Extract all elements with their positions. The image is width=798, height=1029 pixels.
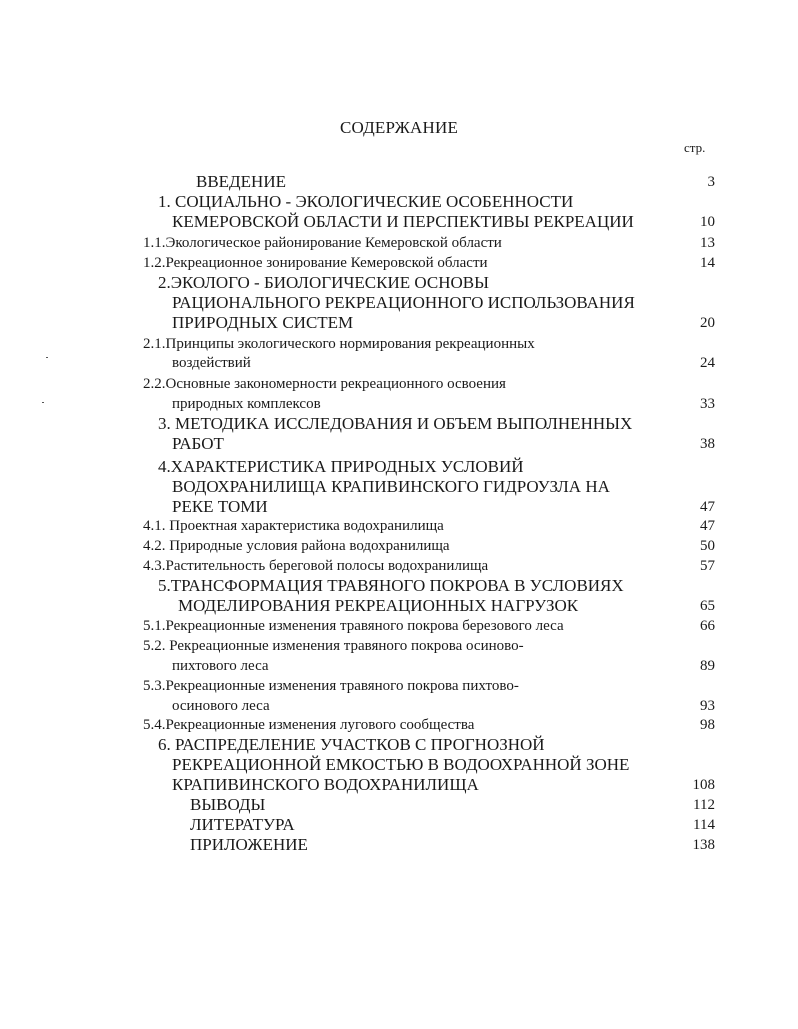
toc-entry-intro: ВВЕДЕНИЕ (196, 172, 286, 191)
toc-entry-chapter-5-cont: МОДЕЛИРОВАНИЯ РЕКРЕАЦИОННЫХ НАГРУЗОК (178, 596, 579, 615)
toc-entry-2-2: 2.2.Основные закономерности рекреационного освоения (143, 376, 506, 392)
toc-entry-chapter-6-cont: КРАПИВИНСКОГО ВОДОХРАНИЛИЩА (172, 775, 479, 794)
toc-page-number: 47 (700, 499, 715, 515)
toc-page-number: 93 (700, 698, 715, 714)
toc-entry-chapter-1: 1. СОЦИАЛЬНО - ЭКОЛОГИЧЕСКИЕ ОСОБЕННОСТИ (158, 192, 574, 211)
toc-page-number: 66 (700, 618, 715, 634)
toc-page-number: 10 (700, 214, 715, 230)
toc-page-number: 114 (693, 817, 715, 833)
toc-page-number: 3 (707, 174, 715, 190)
toc-page-number: 33 (700, 396, 715, 412)
toc-page-number: 112 (693, 797, 715, 813)
page-title: СОДЕРЖАНИЕ (339, 118, 459, 137)
toc-entry-chapter-2-cont: РАЦИОНАЛЬНОГО РЕКРЕАЦИОННОГО ИСПОЛЬЗОВАНИЯ (172, 293, 635, 312)
toc-page-number: 89 (700, 658, 715, 674)
toc-entry-5-2: 5.2. Рекреационные изменения травяного покрова осиново- (143, 638, 524, 654)
toc-entry-chapter-2-cont: ПРИРОДНЫХ СИСТЕМ (172, 313, 354, 332)
toc-page-number: 65 (700, 598, 715, 614)
toc-entry-chapter-4: 4.ХАРАКТЕРИСТИКА ПРИРОДНЫХ УСЛОВИЙ (158, 457, 524, 476)
toc-page-number: 20 (700, 315, 715, 331)
toc-page-number: 138 (692, 837, 715, 853)
toc-entry-1-2: 1.2.Рекреационное зонирование Кемеровской области (143, 255, 488, 271)
toc-entry-5-3-cont: осинового леса (172, 698, 270, 714)
toc-entry-chapter-3: 3. МЕТОДИКА ИССЛЕДОВАНИЯ И ОБЪЕМ ВЫПОЛНЕННЫХ (158, 414, 633, 433)
toc-entry-conclusions: ВЫВОДЫ (190, 795, 266, 814)
scan-speck (42, 402, 44, 403)
toc-page-number: 38 (700, 436, 715, 452)
toc-entry-chapter-5: 5.ТРАНСФОРМАЦИЯ ТРАВЯНОГО ПОКРОВА В УСЛОВИЯХ (158, 576, 624, 595)
toc-entry-chapter-1-cont: КЕМЕРОВСКОЙ ОБЛАСТИ И ПЕРСПЕКТИВЫ РЕКРЕАЦИИ (172, 212, 634, 231)
toc-entry-chapter-6: 6. РАСПРЕДЕЛЕНИЕ УЧАСТКОВ С ПРОГНОЗНОЙ (158, 735, 545, 754)
toc-page-number: 13 (700, 235, 715, 251)
toc-entry-1-1: 1.1.Экологическое районирование Кемеровской области (143, 235, 502, 251)
toc-page-number: 57 (700, 558, 715, 574)
toc-entry-literature: ЛИТЕРАТУРА (190, 815, 295, 834)
toc-entry-2-1-cont: воздействий (172, 355, 251, 371)
toc-entry-chapter-2: 2.ЭКОЛОГО - БИОЛОГИЧЕСКИЕ ОСНОВЫ (158, 273, 489, 292)
toc-entry-2-2-cont: природных комплексов (172, 396, 321, 412)
toc-entry-2-1: 2.1.Принципы экологического нормирования рекреационных (143, 336, 535, 352)
toc-page-number: 50 (700, 538, 715, 554)
toc-entry-5-3: 5.3.Рекреационные изменения травяного покрова пихтово- (143, 678, 519, 694)
toc-entry-5-1: 5.1.Рекреационные изменения травяного покрова березового леса (143, 618, 564, 634)
toc-entry-chapter-6-cont: РЕКРЕАЦИОННОЙ ЕМКОСТЬЮ В ВОДООХРАННОЙ ЗОНЕ (172, 755, 630, 774)
toc-entry-5-4: 5.4.Рекреационные изменения лугового сообщества (143, 717, 475, 733)
toc-entry-4-2: 4.2. Природные условия района водохранилища (143, 538, 450, 554)
toc-entry-4-1: 4.1. Проектная характеристика водохранилища (143, 518, 444, 534)
page-column-label: стр. (684, 140, 706, 155)
toc-entry-4-3: 4.3.Растительность береговой полосы водохранилища (143, 558, 489, 574)
toc-entry-chapter-4-cont: ВОДОХРАНИЛИЩА КРАПИВИНСКОГО ГИДРОУЗЛА НА (172, 477, 610, 496)
toc-page-number: 47 (700, 518, 715, 534)
toc-page-number: 14 (700, 255, 715, 271)
toc-entry-5-2-cont: пихтового леса (172, 658, 269, 674)
toc-entry-chapter-3-cont: РАБОТ (172, 434, 224, 453)
scan-speck (46, 357, 48, 358)
toc-entry-appendix: ПРИЛОЖЕНИЕ (190, 835, 308, 854)
toc-page-number: 108 (692, 777, 715, 793)
toc-page-number: 24 (700, 355, 715, 371)
toc-page-number: 98 (700, 717, 715, 733)
toc-entry-chapter-4-cont: РЕКЕ ТОМИ (172, 497, 268, 516)
